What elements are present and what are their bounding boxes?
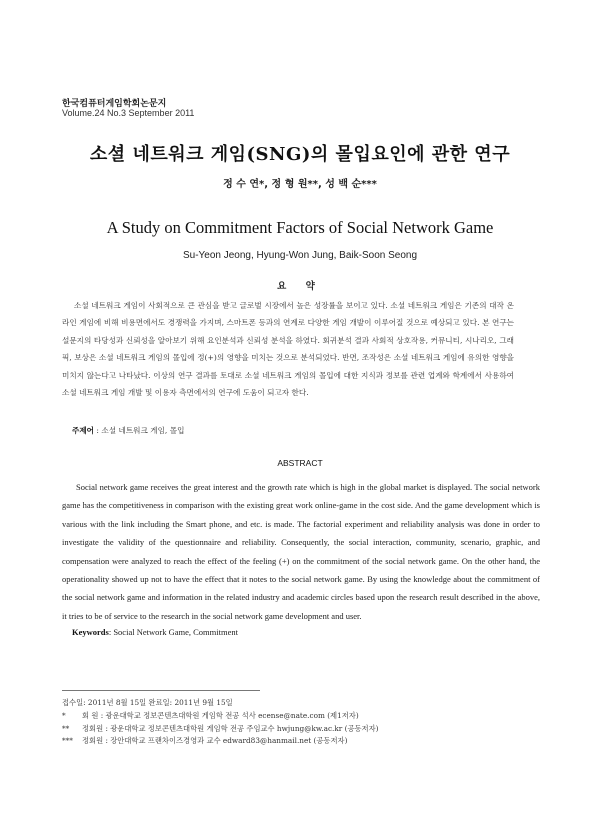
footnote-text: 정회원 : 장안대학교 프랜차이즈경영과 교수 edward83@hanmail.net (공동저자) — [82, 736, 348, 746]
footnotes — [62, 697, 378, 748]
footnote-text: 정회원 : 광운대학교 정보콘텐츠대학원 게임학 전공 주임교수 hwjung@kw.ac.kr (공동저자) — [82, 723, 379, 733]
footnote-author-2 — [62, 723, 378, 736]
abstract-english-text: Social network game receives the great interest and the growth rate which is high in the global market is displayed. The social network game has the competitiveness in comparison with the existing great work online-game in the cost side. And the game development which is various with the link including the Smart phone, and etc. is made. The factorial experiment and reliability analysis was done in order to investigate the validity of the questionnaire and reliability. Consequently, the social interaction, community, scenario, graphic, and compensation were analyzed to reach the effect of the feeling (+) on the commitment of the social network game. On the other hand, the operationality showed up not to have the effect that it notes to the social network game. By using the knowledge about the commitment of the social network game and information in the related industry and academic circles based upon the research result described in the above, it tries to be of service to the research in the social network game development and user. — [62, 482, 540, 621]
authors-english: Su-Yeon Jeong, Hyung-Won Jung, Baik-Soon Seong — [182, 250, 418, 261]
footnote-mark: *** — [62, 736, 73, 746]
abstract-korean-text: 소셜 네트워크 게임이 사회적으로 큰 관심을 받고 글로벌 시장에서 높은 성장률을 보이고 있다. 소셜 네트워크 게임은 기존의 대작 온라인 게임에 비해 비용면에서도 경쟁력을 가지며, 스마트폰 등과의 연계로 다양한 게임 개발이 이루어질 것으로 예상되고 있다. 본 연구는 설문지의 타당성과 신뢰성을 알아보기 위해 요인분석과 신뢰성 분석을 하였다. 회귀분석 결과 사회적 상호작용, 커뮤니티, 시나리오, 그래픽, 보상은 소셜 네트워크 게임의 몰입에 정(+)의 영향을 미치는 것으로 분석되었다. 반면, 조작성은 소셜 네트워크 게임에 유의한 영향을 미치지 않는다고 나타났다. 이상의 연구 결과를 토대로 소셜 네트워크 게임의 몰입에 대한 지식과 정보를 관련 업계와 학계에서 사용하여 소셜 네트워크 게임 개발 및 이용자 측면에서의 연구에 도움이 되고자 한다. — [62, 301, 514, 398]
journal-volume: Volume.24 No.3 September 2011 — [62, 108, 195, 118]
footnote-divider — [62, 690, 260, 691]
footnote-author-1 — [62, 710, 378, 723]
title-english: A Study on Commitment Factors of Social Network Game — [106, 218, 494, 237]
footnote-mark: * — [62, 710, 66, 720]
abstract-english-heading: ABSTRACT — [277, 458, 323, 468]
abstract-korean-heading: 요 약 — [277, 281, 323, 292]
keywords-english-label: Keywords — [72, 627, 109, 637]
title-korean: 소셜 네트워크 게임(SNG)의 몰입요인에 관한 연구 — [89, 144, 511, 165]
authors-korean: 정 수 연*, 정 형 원**, 성 백 순*** — [223, 179, 377, 190]
keywords-korean-values: : 소셜 네트워크 게임, 몰입 — [94, 426, 185, 435]
journal-name: 한국컴퓨터게임학회논문지 — [62, 99, 167, 109]
keywords-korean — [72, 425, 184, 436]
footnote-author-3 — [62, 735, 378, 748]
keywords-english-values: : Social Network Game, Commitment — [108, 627, 238, 637]
keywords-korean-label: 주제어 — [72, 426, 95, 435]
footnote-text: 회 원 : 광운대학교 정보콘텐츠대학원 게임학 전공 석사 ecense@nate.com (제1저자) — [82, 710, 359, 720]
keywords-english — [72, 627, 238, 637]
footnote-mark: ** — [62, 723, 70, 733]
submission-dates: 접수일: 2011년 8월 15일 완료일: 2011년 9월 15일 — [62, 698, 233, 707]
